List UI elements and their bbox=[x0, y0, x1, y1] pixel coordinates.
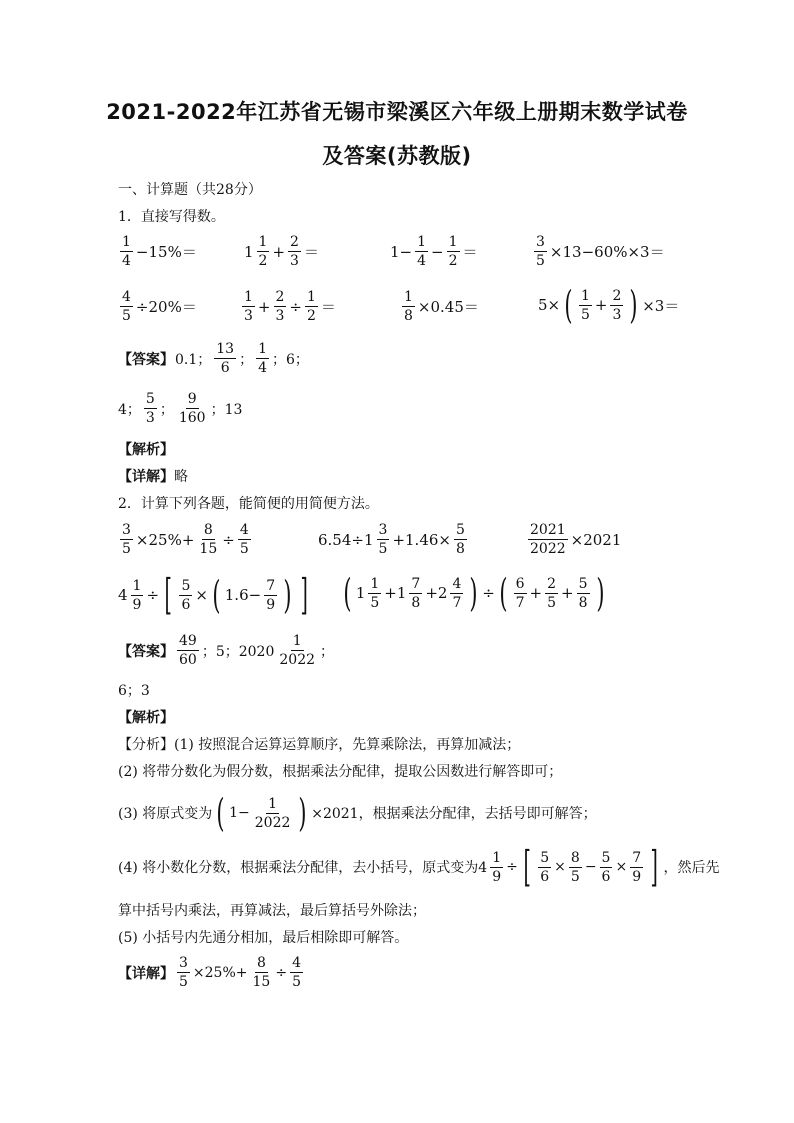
q1-analysis-label: 【解析】 bbox=[118, 442, 174, 458]
q2-detail: 【详解】 $\frac{3}{5}$ ×25%+ $\frac{8}{15}$ ÷ $\frac{4}{5}$ bbox=[118, 955, 301, 990]
q2-expr-5: ( 1 $\frac{1}{5}$ +1 $\frac{7}{8}$ +2 $\frac{4}{7}$ ) ÷ ( $\frac{6}{7}$ + $\frac{2}{5}$ + $\frac{5}{8}$ ) bbox=[343, 571, 605, 615]
section-heading: 一、计算题（共28分） bbox=[118, 182, 262, 198]
q1-answer-line1: 【答案】 0.1； $\frac{13}{6}$ ； $\frac{1}{4}$ ；6； bbox=[118, 341, 309, 376]
q2-answer-line2: 6；3 bbox=[118, 683, 150, 699]
q2-expr-1: $\frac{3}{5}$ ×25%+ $\frac{8}{15}$ ÷ $\frac{4}{5}$ bbox=[122, 522, 249, 557]
q2-answer-line1: 【答案】 $\frac{49}{60}$ ；5；2020 $\frac{1}{2022}$ ； bbox=[118, 633, 335, 668]
q2-expr-4: 4 $\frac{1}{9}$ ÷ [ $\frac{5}{6}$ × ( 1.6− $\frac{7}{9}$ ) ] bbox=[118, 570, 308, 619]
q2-step-4: (4) 将小数化分数，根据乘法分配律，去小括号，原式变为4 $\frac{1}{9}$ ÷ [ $\frac{5}{6}$ × $\frac{8}{5}$ − $\frac{5}{6}$ × $\frac{7}{9}$ ] ，然后先 bbox=[118, 842, 720, 891]
document-title-line1: 2021-2022年江苏省无锡市梁溪区六年级上册期末数学试卷 bbox=[106, 100, 688, 124]
q2-analysis-label: 【解析】 bbox=[118, 710, 174, 726]
q1-answer-line2: 4； $\frac{5}{3}$ ； $\frac{9}{160}$ ；13 bbox=[118, 391, 243, 426]
q2-step-4-continued: 算中括号内乘法，再算减法，最后算括号外除法； bbox=[118, 903, 426, 919]
q2-step-1: 【分析】(1) 按照混合运算运算顺序，先算乘除法，再算加减法； bbox=[118, 737, 521, 753]
q2-step-2: (2) 将带分数化为假分数，根据乘法分配律，提取公因数进行解答即可； bbox=[118, 764, 563, 780]
q2-step-5: (5) 小括号内先通分相加，最后相除即可解答。 bbox=[118, 930, 409, 946]
document-title-line2: 及答案(苏教版) bbox=[322, 144, 472, 168]
q1-expr-2b: $\frac{1}{3}$ + $\frac{2}{3}$ ÷ $\frac{1}{2}$ ＝ bbox=[244, 289, 336, 324]
q2-expr-3: $\frac{2021}{2022}$ ×2021 bbox=[530, 522, 622, 557]
q2-step-3: (3) 将原式变为 ( 1− $\frac{1}{2022}$ ) ×2021，根据乘法分配律，去括号即可解答； bbox=[118, 791, 597, 835]
question-1-prompt: 1．直接写得数。 bbox=[118, 209, 225, 225]
q1-expr-1d: $\frac{3}{5}$ ×13−60%×3＝ bbox=[536, 234, 665, 269]
q1-expr-1c: 1− $\frac{1}{4}$ − $\frac{1}{2}$ ＝ bbox=[390, 234, 478, 269]
q1-detail: 【详解】略 bbox=[118, 469, 188, 485]
q2-expr-2: 6.54÷1 $\frac{3}{5}$ +1.46× $\frac{5}{8}$ bbox=[318, 522, 465, 557]
q1-expr-2c: $\frac{1}{8}$ ×0.45＝ bbox=[404, 289, 479, 324]
q1-expr-2d: 5× ( $\frac{1}{5}$ + $\frac{2}{3}$ ) ×3＝ bbox=[538, 283, 680, 327]
q1-expr-2a: $\frac{4}{5}$ ÷20%＝ bbox=[122, 289, 197, 324]
q1-expr-1a: $\frac{1}{4}$ −15%＝ bbox=[122, 234, 197, 269]
question-2-prompt: 2．计算下列各题，能简便的用简便方法。 bbox=[118, 496, 379, 512]
q1-expr-1b: 1 $\frac{1}{2}$ + $\frac{2}{3}$ ＝ bbox=[244, 234, 319, 269]
